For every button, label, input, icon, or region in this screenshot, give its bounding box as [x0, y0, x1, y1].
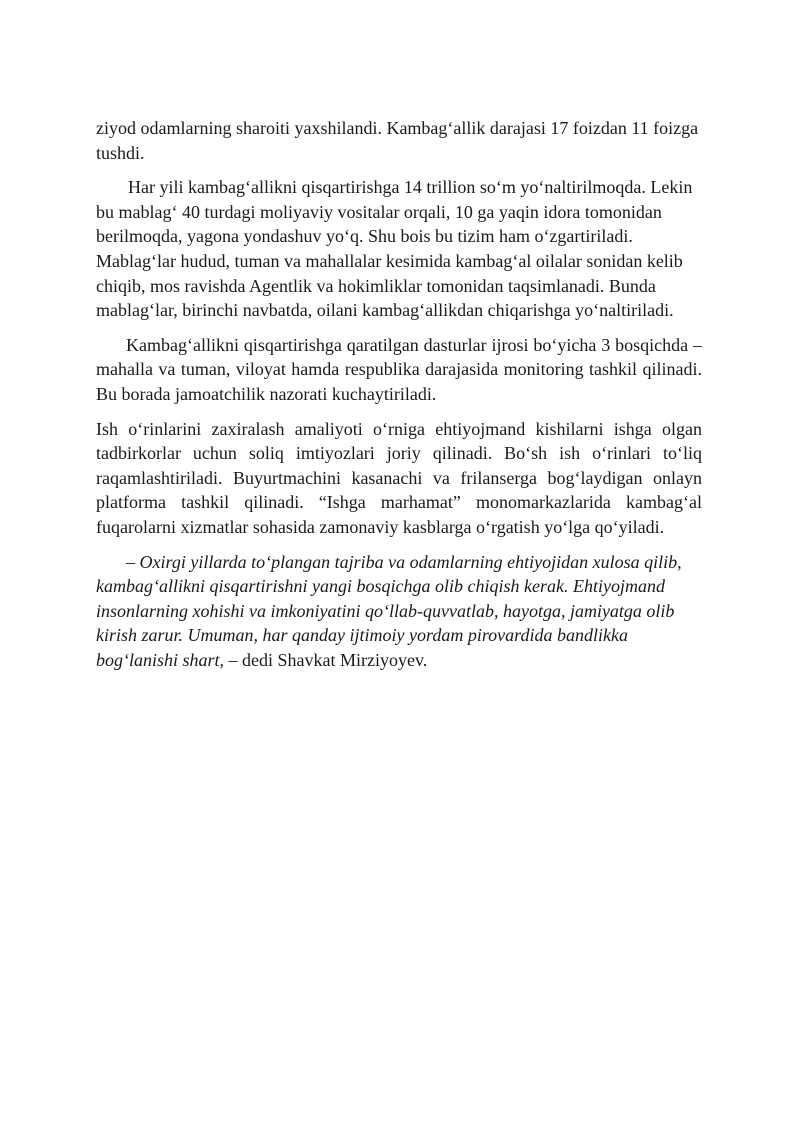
quote-text: – Oxirgi yillarda to‘plangan tajriba va odamlarning ehtiyojidan xulosa qilib, kambag‘allikni qisqartirishni yangi bosqichga olib chiqish kerak. Ehtiyojmand insonlarning xohishi va imkoniyatini qo‘llab-quvvatlab, hayotga, jamiyatga olib kirish zarur. Umuman, har qanday ijtimoiy yordam pirovardida bandlikka bog‘lanishi shart, – — [96, 551, 682, 670]
quote-attribution: dedi Shavkat Mirziyoyev. — [242, 649, 428, 670]
quote-paragraph — [96, 550, 702, 673]
paragraph-funding: Har yili kambag‘allikni qisqartirishga 14 trillion so‘m yo‘naltirilmoqda. Lekin bu mablag‘ 40 turdagi moliyaviy vositalar orqali, 10 ga yaqin idora tomonidan berilmoqda, yagona yondashuv yo‘q. Shu bois bu tizim ham o‘zgartiriladi. Mablag‘lar hudud, tuman va mahallalar kesimida kambag‘al oilalar sonidan kelib chiqib, mos ravishda Agentlik va hokimliklar tomonidan taqsimlanadi. Bunda mablag‘lar, birinchi navbatda, oilani kambag‘allikdan chiqarishga yo‘naltiriladi. — [96, 177, 693, 321]
paragraph-employment: Ish o‘rinlarini zaxiralash amaliyoti o‘rniga ehtiyojmand kishilarni ishga olgan tadbirkorlar uchun soliq imtiyozlari joriy qilinadi. Bo‘sh ish o‘rinlari to‘liq raqamlashtiriladi. Buyurtmachini kasanachi va frilanserga bog‘laydigan onlayn platforma tashkil qilinadi. “Ishga marhamat” monomarkazlarida kambag‘al fuqarolarni xizmatlar sohasida zamonaviy kasblarga o‘rgatish yo‘lga qo‘yiladi. — [96, 418, 702, 537]
document-page — [96, 116, 702, 672]
paragraph-monitoring: Kambag‘allikni qisqartirishga qaratilgan dasturlar ijrosi bo‘yicha 3 bosqichda – mahalla va tuman, viloyat hamda respublika darajasida monitoring tashkil qilinadi. Bu borada jamoatchilik nazorati kuchaytiriladi. — [96, 334, 702, 404]
paragraph-poverty-rate: ziyod odamlarning sharoiti yaxshilandi. Kambag‘allik darajasi 17 foizdan 11 foizga tushdi. — [96, 118, 699, 163]
